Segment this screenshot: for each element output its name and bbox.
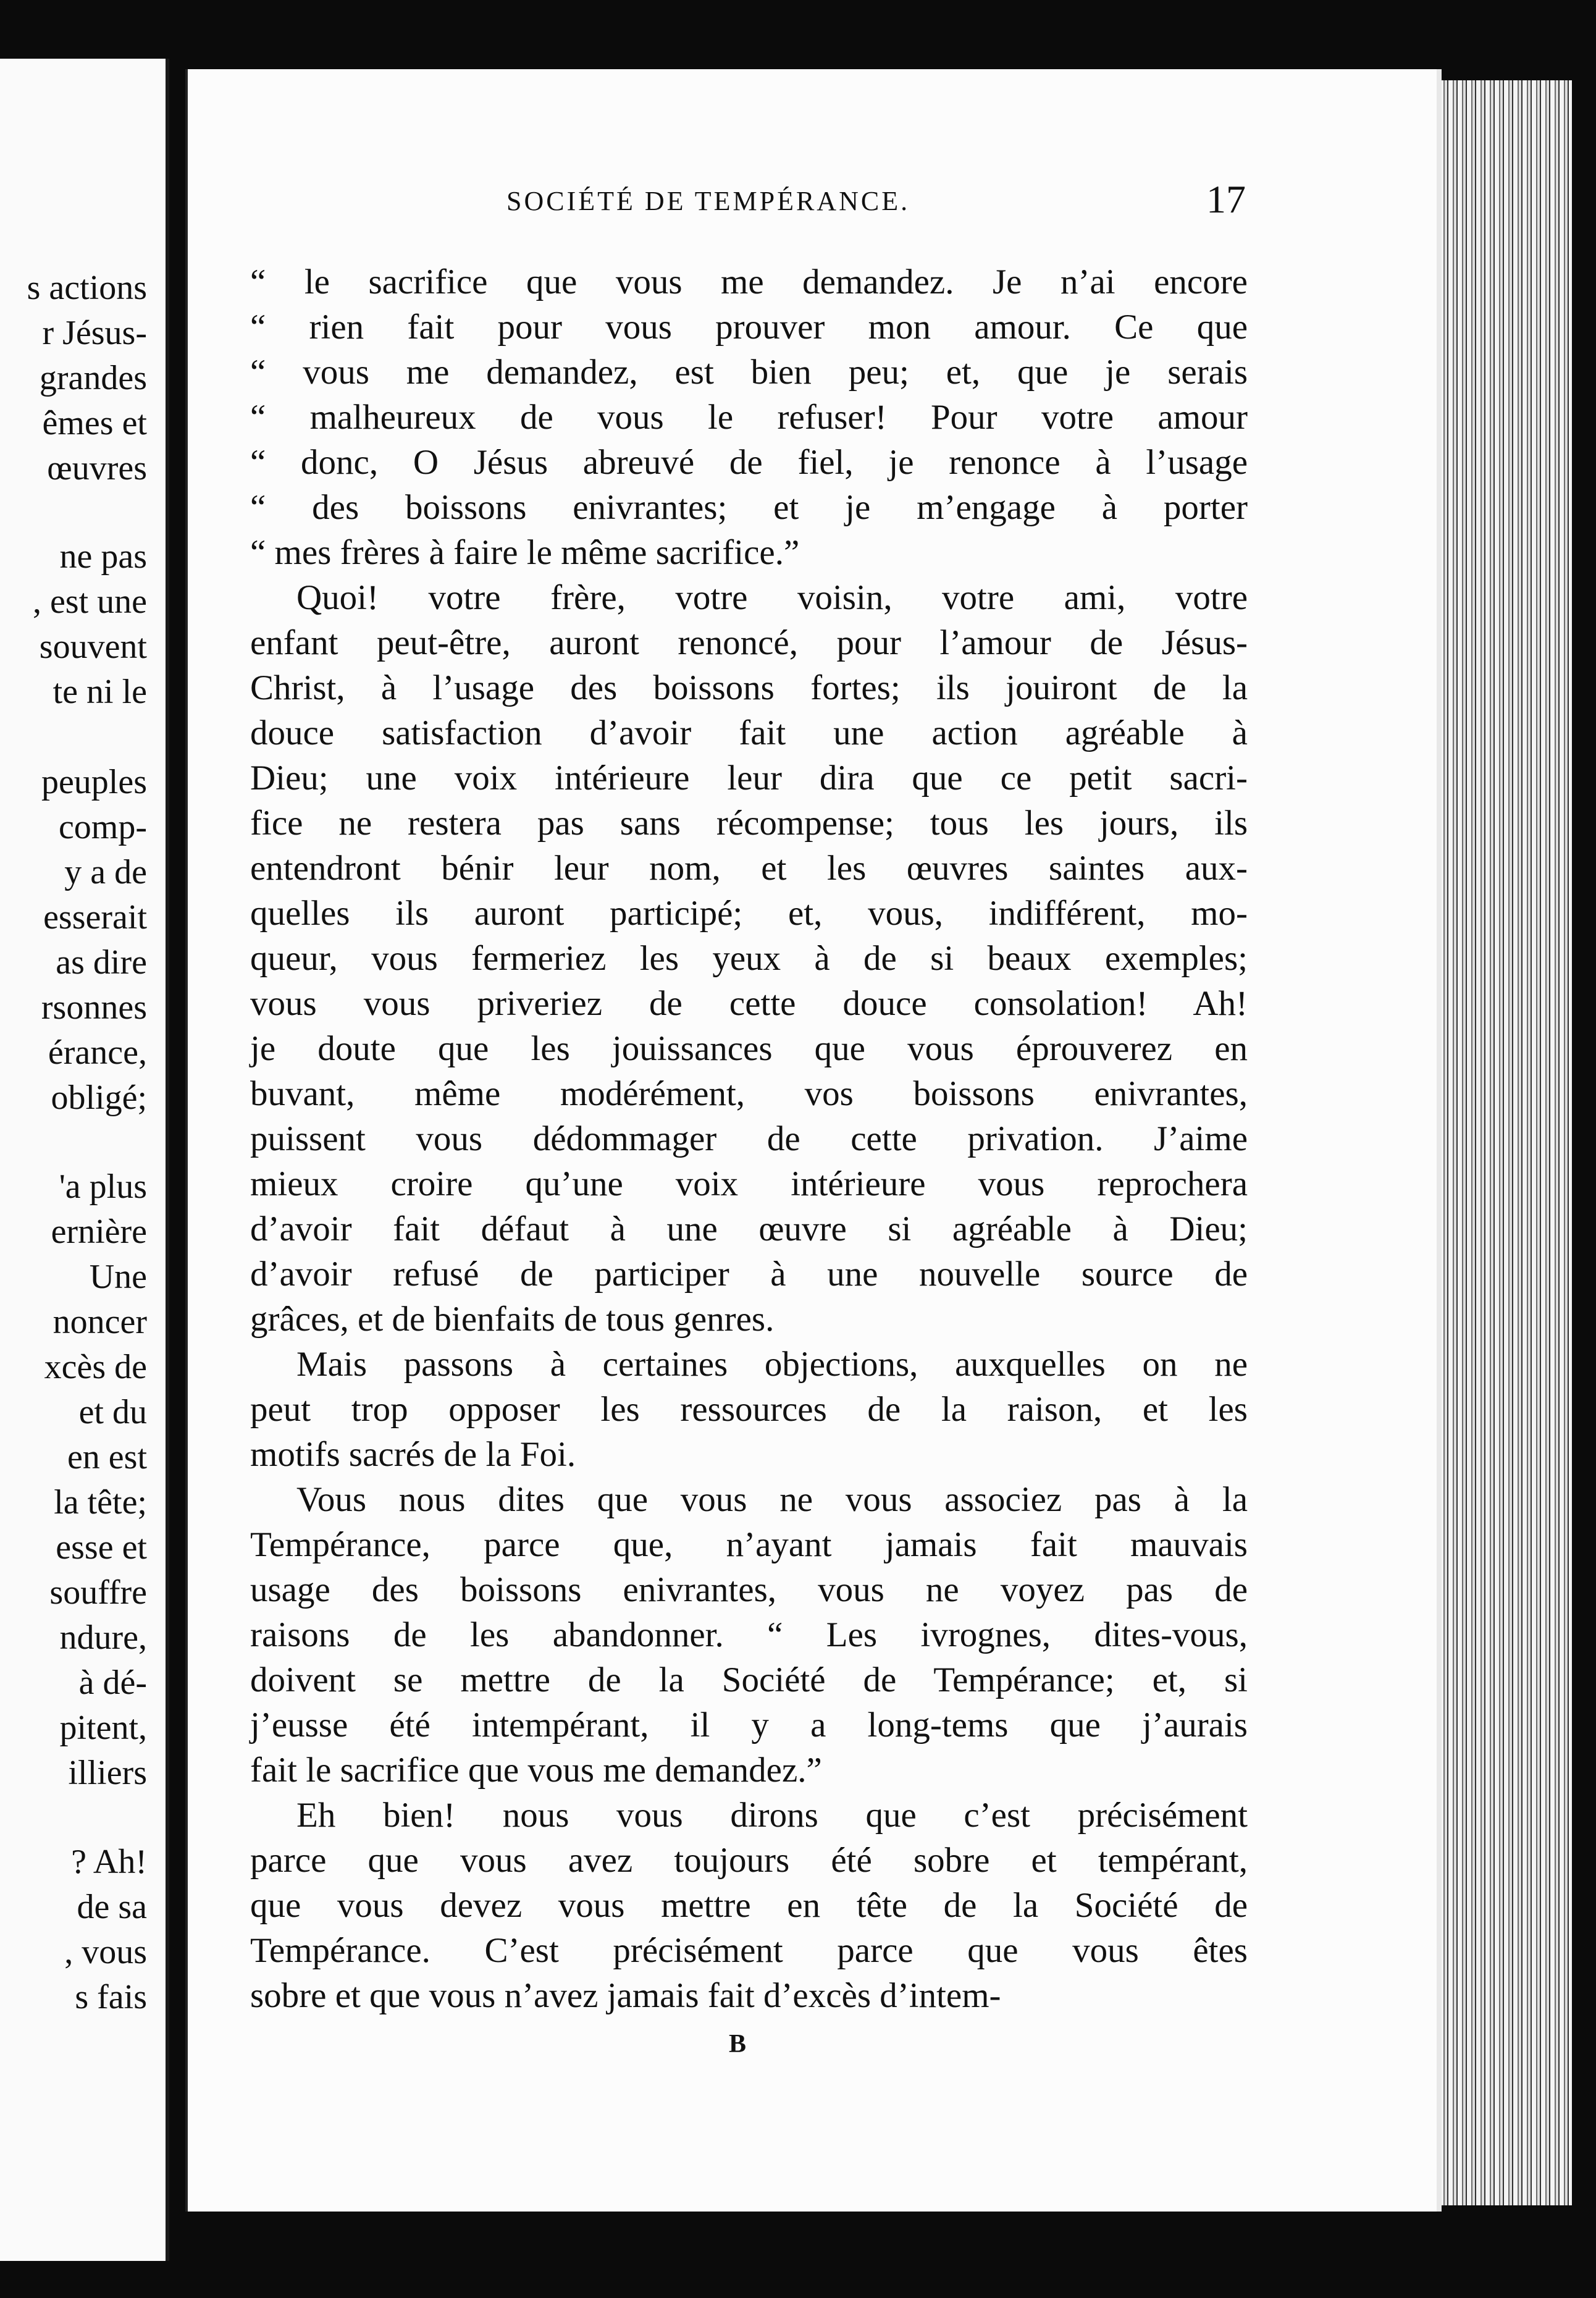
body-line: Eh bien! nous vous dirons que c’est précisément xyxy=(296,1796,1248,1835)
left-page-line: la tête; xyxy=(54,1483,147,1521)
page-number: 17 xyxy=(1206,177,1246,221)
left-page-line: ndure, xyxy=(59,1618,147,1657)
body-line: “ le sacrifice que vous me demandez. Je n’ai encore xyxy=(250,263,1248,301)
left-page-line: pitent, xyxy=(59,1709,147,1747)
body-line: d’avoir fait défaut à une œuvre si agréable à Dieu; xyxy=(250,1210,1248,1248)
body-line: Tempérance. C’est précisément parce que vous êtes xyxy=(250,1931,1248,1970)
left-page-line: , est une xyxy=(32,583,147,621)
body-line: “ malheureux de vous le refuser! Pour votre amour xyxy=(250,398,1248,437)
left-page-line: ne pas xyxy=(59,537,147,576)
left-page-line: érance, xyxy=(48,1033,147,1072)
left-page-line: obligé; xyxy=(51,1079,147,1117)
body-line: Christ, à l’usage des boissons fortes; ils jouiront de la xyxy=(250,668,1248,707)
body-line: “ rien fait pour vous prouver mon amour. Ce que xyxy=(250,308,1248,347)
body-text xyxy=(250,259,1248,2018)
body-line: grâces, et de bienfaits de tous genres. xyxy=(250,1300,775,1339)
left-page-line: et du xyxy=(78,1393,147,1431)
body-line: motifs sacrés de la Foi. xyxy=(250,1435,576,1474)
page-edges xyxy=(1439,80,1572,2205)
body-line: doivent se mettre de la Société de Tempérance; et, si xyxy=(250,1660,1248,1699)
left-page-line: s fais xyxy=(75,1978,147,2016)
body-line: que vous devez vous mettre en tête de la Société de xyxy=(250,1886,1248,1925)
left-page-line: œuvres xyxy=(47,449,147,487)
left-page-line: as dire xyxy=(56,943,147,982)
left-page-line: ernière xyxy=(51,1213,147,1251)
left-page-line: illiers xyxy=(68,1754,147,1792)
body-line: Mais passons à certaines objections, auxquelles on ne xyxy=(296,1345,1248,1384)
left-page-line: à dé- xyxy=(78,1664,147,1702)
body-line: entendront bénir leur nom, et les œuvres saintes aux- xyxy=(250,849,1248,888)
left-page-line: esserait xyxy=(43,898,147,936)
body-line: enfant peut-être, auront renoncé, pour l’amour de Jésus- xyxy=(250,623,1248,662)
body-line: j’eusse été intempérant, il y a long-tems que j’aurais xyxy=(250,1706,1248,1745)
body-line: mieux croire qu’une voix intérieure vous reprochera xyxy=(250,1164,1248,1203)
left-page-line: comp- xyxy=(58,808,147,846)
body-line: “ vous me demandez, est bien peu; et, que je serais xyxy=(250,353,1248,392)
body-line: fait le sacrifice que vous me demandez.” xyxy=(250,1751,822,1790)
body-line: queur, vous fermeriez les yeux à de si beaux exemples; xyxy=(250,939,1248,978)
left-page-line: 'a plus xyxy=(59,1168,147,1206)
left-page-line: souffre xyxy=(49,1573,147,1612)
body-line: puissent vous dédommager de cette privation. J’aime xyxy=(250,1119,1248,1158)
left-page-line: y a de xyxy=(64,853,147,891)
body-line: quelles ils auront participé; et, vous, indifférent, mo- xyxy=(250,894,1248,933)
body-line: peut trop opposer les ressources de la raison, et les xyxy=(250,1390,1248,1429)
left-page-line: êmes et xyxy=(42,404,147,442)
left-page-line: , vous xyxy=(64,1933,147,1971)
left-page-line: peuples xyxy=(41,763,147,801)
body-line: je doute que les jouissances que vous éprouverez en xyxy=(250,1029,1248,1068)
left-page-line: xcès de xyxy=(44,1348,147,1386)
left-page-line: noncer xyxy=(52,1303,147,1341)
body-line: “ des boissons enivrantes; et je m’engage à porter xyxy=(250,488,1248,527)
left-page-line: en est xyxy=(67,1438,147,1476)
body-line: Dieu; une voix intérieure leur dira que ce petit sacri- xyxy=(250,759,1248,798)
left-facing-page xyxy=(0,59,169,2261)
body-line: douce satisfaction d’avoir fait une action agréable à xyxy=(250,713,1248,752)
left-page-line: r Jésus- xyxy=(42,314,147,352)
left-page-line: Une xyxy=(89,1258,147,1296)
body-line: buvant, même modérément, vos boissons enivrantes, xyxy=(250,1074,1248,1113)
body-line: Tempérance, parce que, n’ayant jamais fait mauvais xyxy=(250,1525,1248,1564)
body-line: fice ne restera pas sans récompense; tous les jours, ils xyxy=(250,804,1248,843)
left-page-line: te ni le xyxy=(52,673,147,711)
left-page-line: souvent xyxy=(39,628,147,666)
body-line: “ mes frères à faire le même sacrifice.” xyxy=(250,533,800,572)
left-page-line: ? Ah! xyxy=(71,1843,147,1881)
left-page-line: esse et xyxy=(56,1528,147,1567)
body-line: usage des boissons enivrantes, vous ne voyez pas de xyxy=(250,1570,1248,1609)
left-page-line: grandes xyxy=(39,359,147,397)
left-page-line: s actions xyxy=(27,269,147,307)
body-line: Vous nous dites que vous ne vous associez pas à la xyxy=(296,1480,1248,1519)
signature-mark: B xyxy=(729,2030,747,2058)
body-line: parce que vous avez toujours été sobre et tempérant, xyxy=(250,1841,1248,1880)
left-page-line: de sa xyxy=(77,1888,147,1926)
body-line: “ donc, O Jésus abreuvé de fiel, je renonce à l’usage xyxy=(250,443,1248,482)
body-line: vous vous priveriez de cette douce consolation! Ah! xyxy=(250,984,1248,1023)
body-line: d’avoir refusé de participer à une nouvelle source de xyxy=(250,1255,1248,1294)
body-line: raisons de les abandonner. “ Les ivrognes, dites-vous, xyxy=(250,1615,1248,1654)
running-header: SOCIÉTÉ DE TEMPÉRANCE. xyxy=(506,186,910,216)
body-line: sobre et que vous n’avez jamais fait d’excès d’intem- xyxy=(250,1976,1001,2015)
body-line: Quoi! votre frère, votre voisin, votre ami, votre xyxy=(296,578,1248,617)
left-page-line: rsonnes xyxy=(41,988,147,1027)
